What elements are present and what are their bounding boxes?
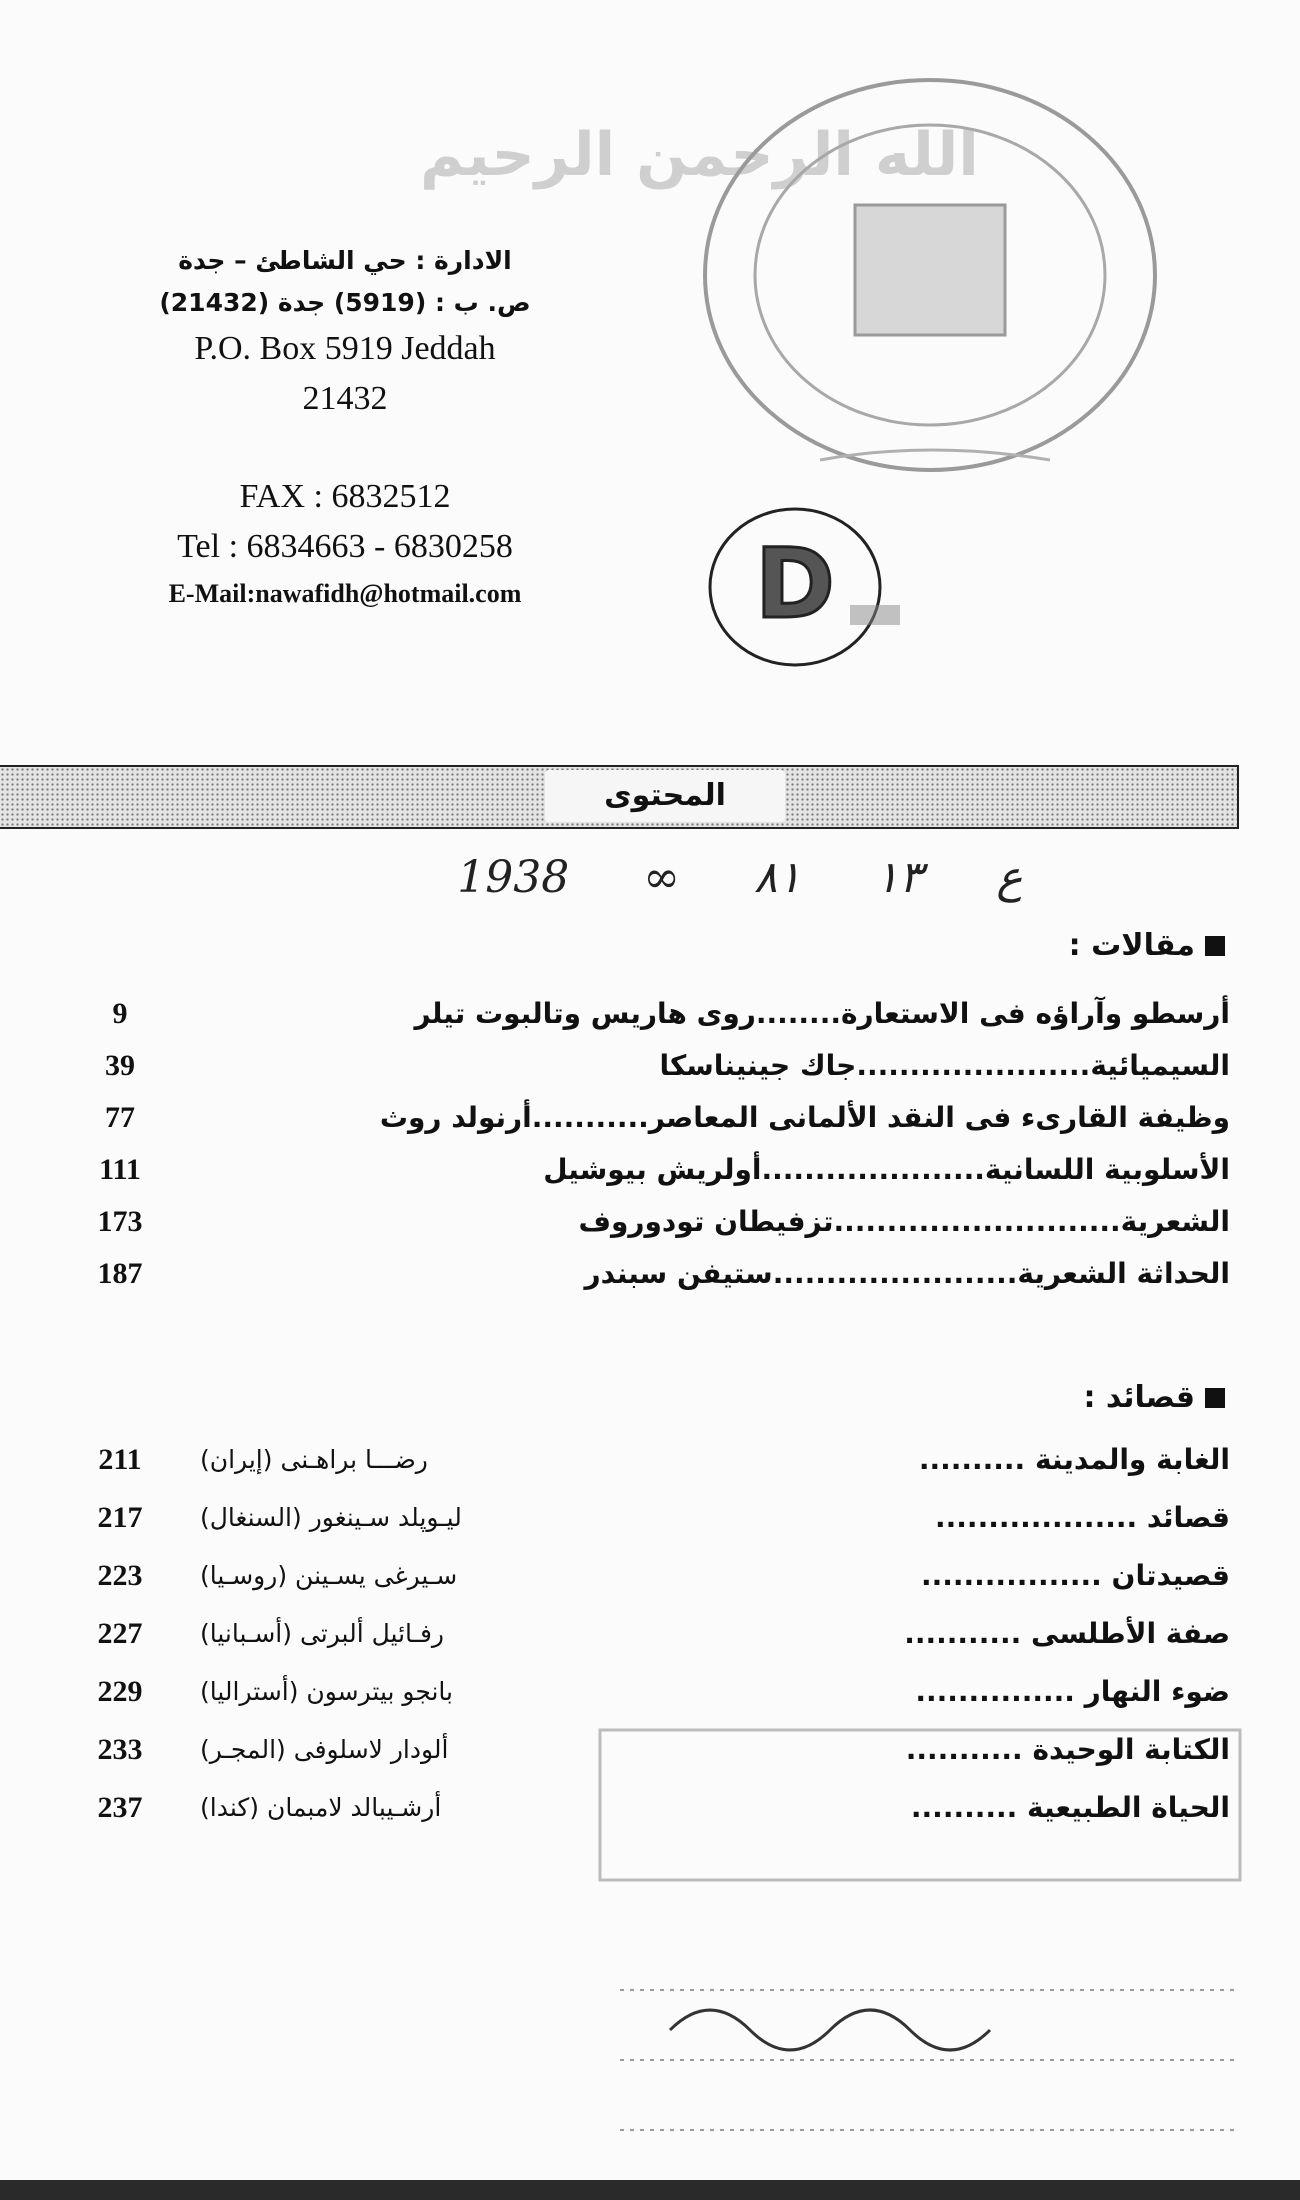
article-row <box>80 1094 1230 1142</box>
poem-author: ليـوپلد سـينغور (السنغال) <box>200 1503 462 1532</box>
poem-title: قصيدتان ................. <box>920 1559 1230 1592</box>
article-page-number: 111 <box>99 1153 141 1186</box>
bullet-square-icon <box>1205 1388 1225 1408</box>
article-entry <box>414 990 1230 1038</box>
article-entry <box>380 1094 1230 1142</box>
receipt-stamp <box>560 1700 1260 2160</box>
article-title: الحداثة الشعرية <box>1017 1257 1230 1290</box>
pobox-english: P.O. Box 5919 Jeddah <box>194 330 496 367</box>
article-page-number: 187 <box>97 1257 143 1290</box>
poem-page-number: 211 <box>98 1443 142 1476</box>
leader-dots: ....................... <box>772 1257 1018 1290</box>
postcode: 21432 <box>302 380 388 417</box>
article-title: الشعرية <box>1120 1205 1230 1238</box>
article-title: الأسلوبية اللسانية <box>984 1153 1230 1186</box>
handwritten-note: 1938 ∞ ع ١٣ ٨١ <box>457 852 1023 903</box>
articles-heading <box>1069 928 1225 963</box>
poem-row <box>80 1551 1230 1601</box>
article-row <box>80 1146 1230 1194</box>
poem-author: رفـائيل ألبرتى (أسـبانيا) <box>200 1619 444 1648</box>
poem-title: الكتابة الوحيدة ........... <box>905 1733 1230 1766</box>
logo-letter: D <box>755 528 835 640</box>
poems-heading-label: قصائد : <box>1083 1380 1195 1415</box>
poem-row <box>80 1493 1230 1543</box>
article-row <box>80 1042 1230 1090</box>
publisher-logo-icon <box>700 505 900 680</box>
poem-row <box>80 1609 1230 1659</box>
article-entry <box>578 1198 1230 1246</box>
article-title: أرسطو وآراؤه فى الاستعارة <box>840 997 1230 1030</box>
poem-author: بانجو بيترسون (أستراليا) <box>200 1677 454 1706</box>
article-title: وظيفة القارىء فى النقد الألمانى المعاصر <box>648 1101 1230 1134</box>
article-entry <box>543 1146 1230 1194</box>
leader-dots: ........................... <box>833 1205 1121 1238</box>
email-address: E-Mail:nawafidh@hotmail.com <box>168 579 522 608</box>
article-row <box>80 1198 1230 1246</box>
article-author: أولريش بيوشيل <box>543 1153 762 1186</box>
poem-page-number: 217 <box>97 1501 143 1534</box>
article-author: ستيفن سبندر <box>584 1257 773 1290</box>
article-page-number: 39 <box>105 1049 135 1082</box>
article-row <box>80 990 1230 1038</box>
leader-dots: ...................... <box>856 1049 1091 1082</box>
poem-title: ضوء النهار ............... <box>915 1675 1230 1708</box>
leader-dots: ..................... <box>761 1153 985 1186</box>
scan-edge <box>0 2180 1300 2200</box>
poem-page-number: 227 <box>97 1617 143 1650</box>
article-author: روى هاريس وتالبوت تيلر <box>414 997 756 1030</box>
article-author: أرنولد روث <box>379 1101 532 1134</box>
library-stamp <box>670 60 1190 510</box>
articles-heading-label: مقالات : <box>1068 928 1195 963</box>
article-entry <box>585 1250 1230 1298</box>
article-author: تزفيطان تودوروف <box>578 1205 834 1238</box>
contents-title-bar <box>0 765 1239 829</box>
phone-numbers: Tel : 6834663 - 6830258 <box>177 528 513 565</box>
article-page-number: 173 <box>97 1205 143 1238</box>
poem-author: رضـــا براهـنى (إيران) <box>200 1445 428 1474</box>
publisher-contact <box>110 240 580 616</box>
poem-page-number: 233 <box>97 1733 143 1766</box>
article-entry <box>659 1042 1230 1090</box>
poem-title: قصائد ................... <box>935 1501 1230 1534</box>
poem-author: ألودار لاسلوفى (المجـر) <box>200 1735 449 1764</box>
leader-dots: ........... <box>531 1101 649 1134</box>
background-stamp-text: الله الرحمن الرحيم <box>420 120 979 190</box>
article-title: السيميائية <box>1090 1049 1230 1082</box>
address-line: الادارة : حي الشاطئ – جدة <box>178 246 512 275</box>
poem-title: الغابة والمدينة .......... <box>918 1443 1230 1476</box>
poem-row <box>80 1435 1230 1485</box>
article-author: جاك جينيناسكا <box>659 1049 857 1082</box>
poem-author: سـيرغى يسـينن (روسـيا) <box>200 1561 458 1590</box>
pobox-arabic: ص. ب : (5919) جدة (21432) <box>159 288 531 317</box>
poem-page-number: 237 <box>97 1791 143 1824</box>
poem-title: الحياة الطبيعية .......... <box>910 1791 1230 1824</box>
poem-page-number: 229 <box>97 1675 143 1708</box>
contents-title: المحتوى <box>545 770 785 822</box>
bullet-square-icon <box>1205 936 1225 956</box>
fax-number: FAX : 6832512 <box>239 478 451 515</box>
poem-title: صفة الأطلسى ........... <box>904 1617 1230 1650</box>
poem-page-number: 223 <box>97 1559 143 1592</box>
poem-author: أرشـيبالد لامبمان (كندا) <box>200 1793 442 1822</box>
leader-dots: ........ <box>755 997 841 1030</box>
poems-heading <box>1083 1380 1225 1415</box>
article-page-number: 9 <box>112 997 128 1030</box>
article-row <box>80 1250 1230 1298</box>
article-page-number: 77 <box>105 1101 135 1134</box>
